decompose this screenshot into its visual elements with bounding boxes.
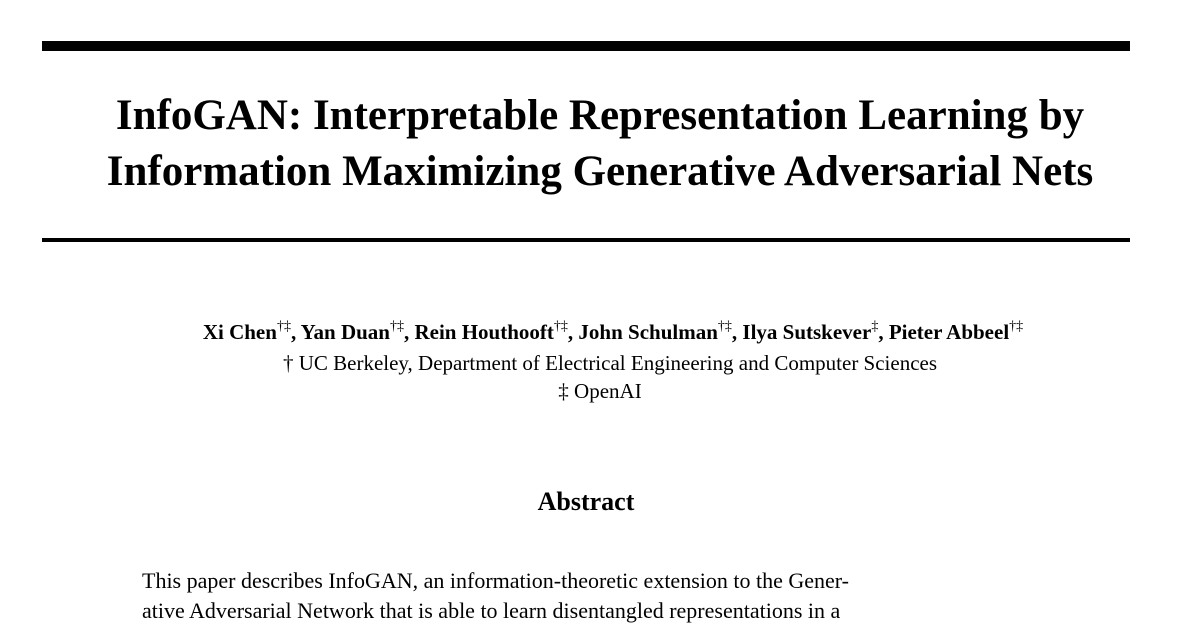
title-line-2: Information Maximizing Generative Adversarial Nets (106, 148, 1094, 195)
author-affiliation-marks: †‡ (389, 319, 404, 334)
abstract-line: ative Adversarial Network that is able to learn disentangled representations in a (142, 598, 841, 623)
affiliation-openai: ‡ OpenAI (558, 379, 642, 403)
abstract-line: This paper describes InfoGAN, an information-theoretic extension to the Gener- (142, 568, 849, 593)
paper-title (0, 88, 1200, 200)
author: Pieter Abbeel†‡ (888, 319, 1024, 344)
author: Ilya Sutskever‡, (742, 319, 889, 344)
title-line-1: InfoGAN: Interpretable Representation Learning by (115, 92, 1085, 139)
author-affiliation-marks: †‡ (1009, 319, 1024, 334)
top-rule (42, 41, 1130, 51)
author-affiliation-marks: †‡ (553, 319, 568, 334)
author: Rein Houthooft†‡, (414, 319, 579, 344)
abstract-heading: Abstract (537, 487, 635, 516)
author-affiliation-marks: †‡ (276, 319, 291, 334)
author: John Schulman†‡, (578, 319, 743, 344)
author-list (0, 318, 1200, 346)
author-affiliation-marks: †‡ (717, 319, 732, 334)
author-affiliation-marks: ‡ (871, 319, 879, 334)
abstract-text (142, 566, 1042, 626)
affiliation-uc-berkeley: † UC Berkeley, Department of Electrical Engineering and Computer Sciences (282, 351, 938, 375)
author: Xi Chen†‡, (202, 319, 301, 344)
bottom-rule (42, 238, 1130, 242)
author: Yan Duan†‡, (300, 319, 415, 344)
